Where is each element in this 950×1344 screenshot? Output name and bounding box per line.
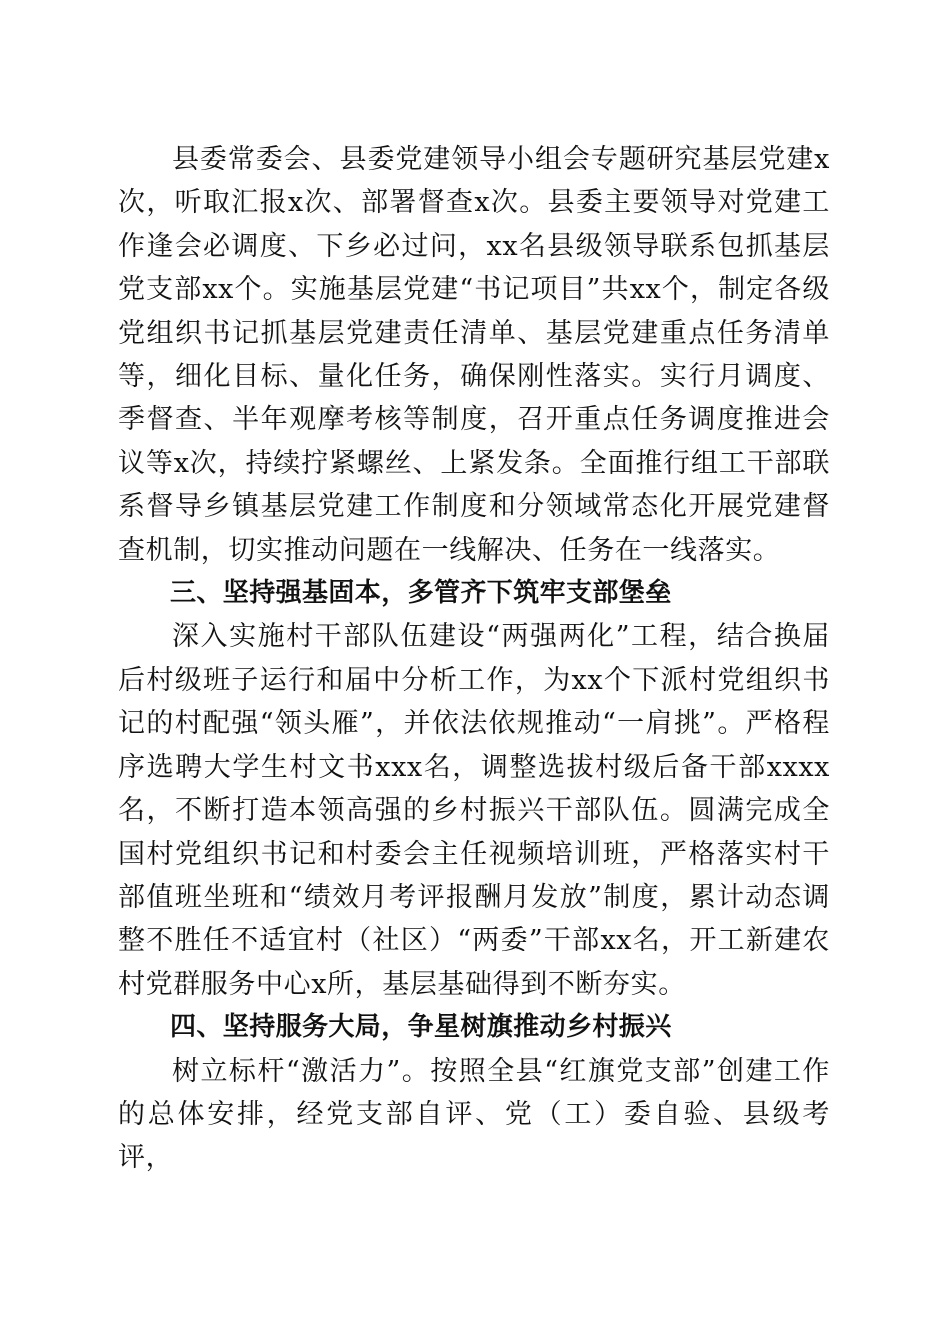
section-heading-4: 四、坚持服务大局，争星树旗推动乡村振兴 xyxy=(170,1012,672,1043)
paragraph-red-flag-branch: 树立标杆“激活力”。按照全县“红旗党支部”创建工作的总体安排，经党支部自评、党（工）委自验、县级考评， xyxy=(118,1055,830,1174)
document-body xyxy=(118,138,830,1180)
paragraph-party-building-leadership: 县委常委会、县委党建领导小组会专题研究基层党建x次，听取汇报x次、部署督查x次。县委主要领导对党建工作逢会必调度、下乡必过问，xx名县级领导联系包抓基层党支部xx个。实施基层党建“书记项目”共xx个，制定各级党组织书记抓基层党建责任清单、基层党建重点任务清单等，细化目标、量化任务，确保刚性落实。实行月调度、季督查、半年观摩考核等制度，召开重点任务调度推进会议等x次，持续拧紧螺丝、上紧发条。全面推行组工干部联系督导乡镇基层党建工作制度和分领域常态化开展党建督查机制，切实推动问题在一线解决、任务在一线落实。 xyxy=(118,144,830,566)
section-heading-3: 三、坚持强基固本，多管齐下筑牢支部堡垒 xyxy=(170,578,672,609)
paragraph-village-cadres: 深入实施村干部队伍建设“两强两化”工程，结合换届后村级班子运行和届中分析工作，为xx个下派村党组织书记的村配强“领头雁”，并依法依规推动“一肩挑”。严格程序选聘大学生村文书xxx名，调整选拔村级后备干部xxxx名，不断打造本领高强的乡村振兴干部队伍。圆满完成全国村党组织书记和村委会主任视频培训班，严格落实村干部值班坐班和“绩效月考评报酬月发放”制度，累计动态调整不胜任不适宜村（社区）“两委”干部xx名，开工新建农村党群服务中心x所，基层基础得到不断夯实。 xyxy=(118,621,830,1000)
